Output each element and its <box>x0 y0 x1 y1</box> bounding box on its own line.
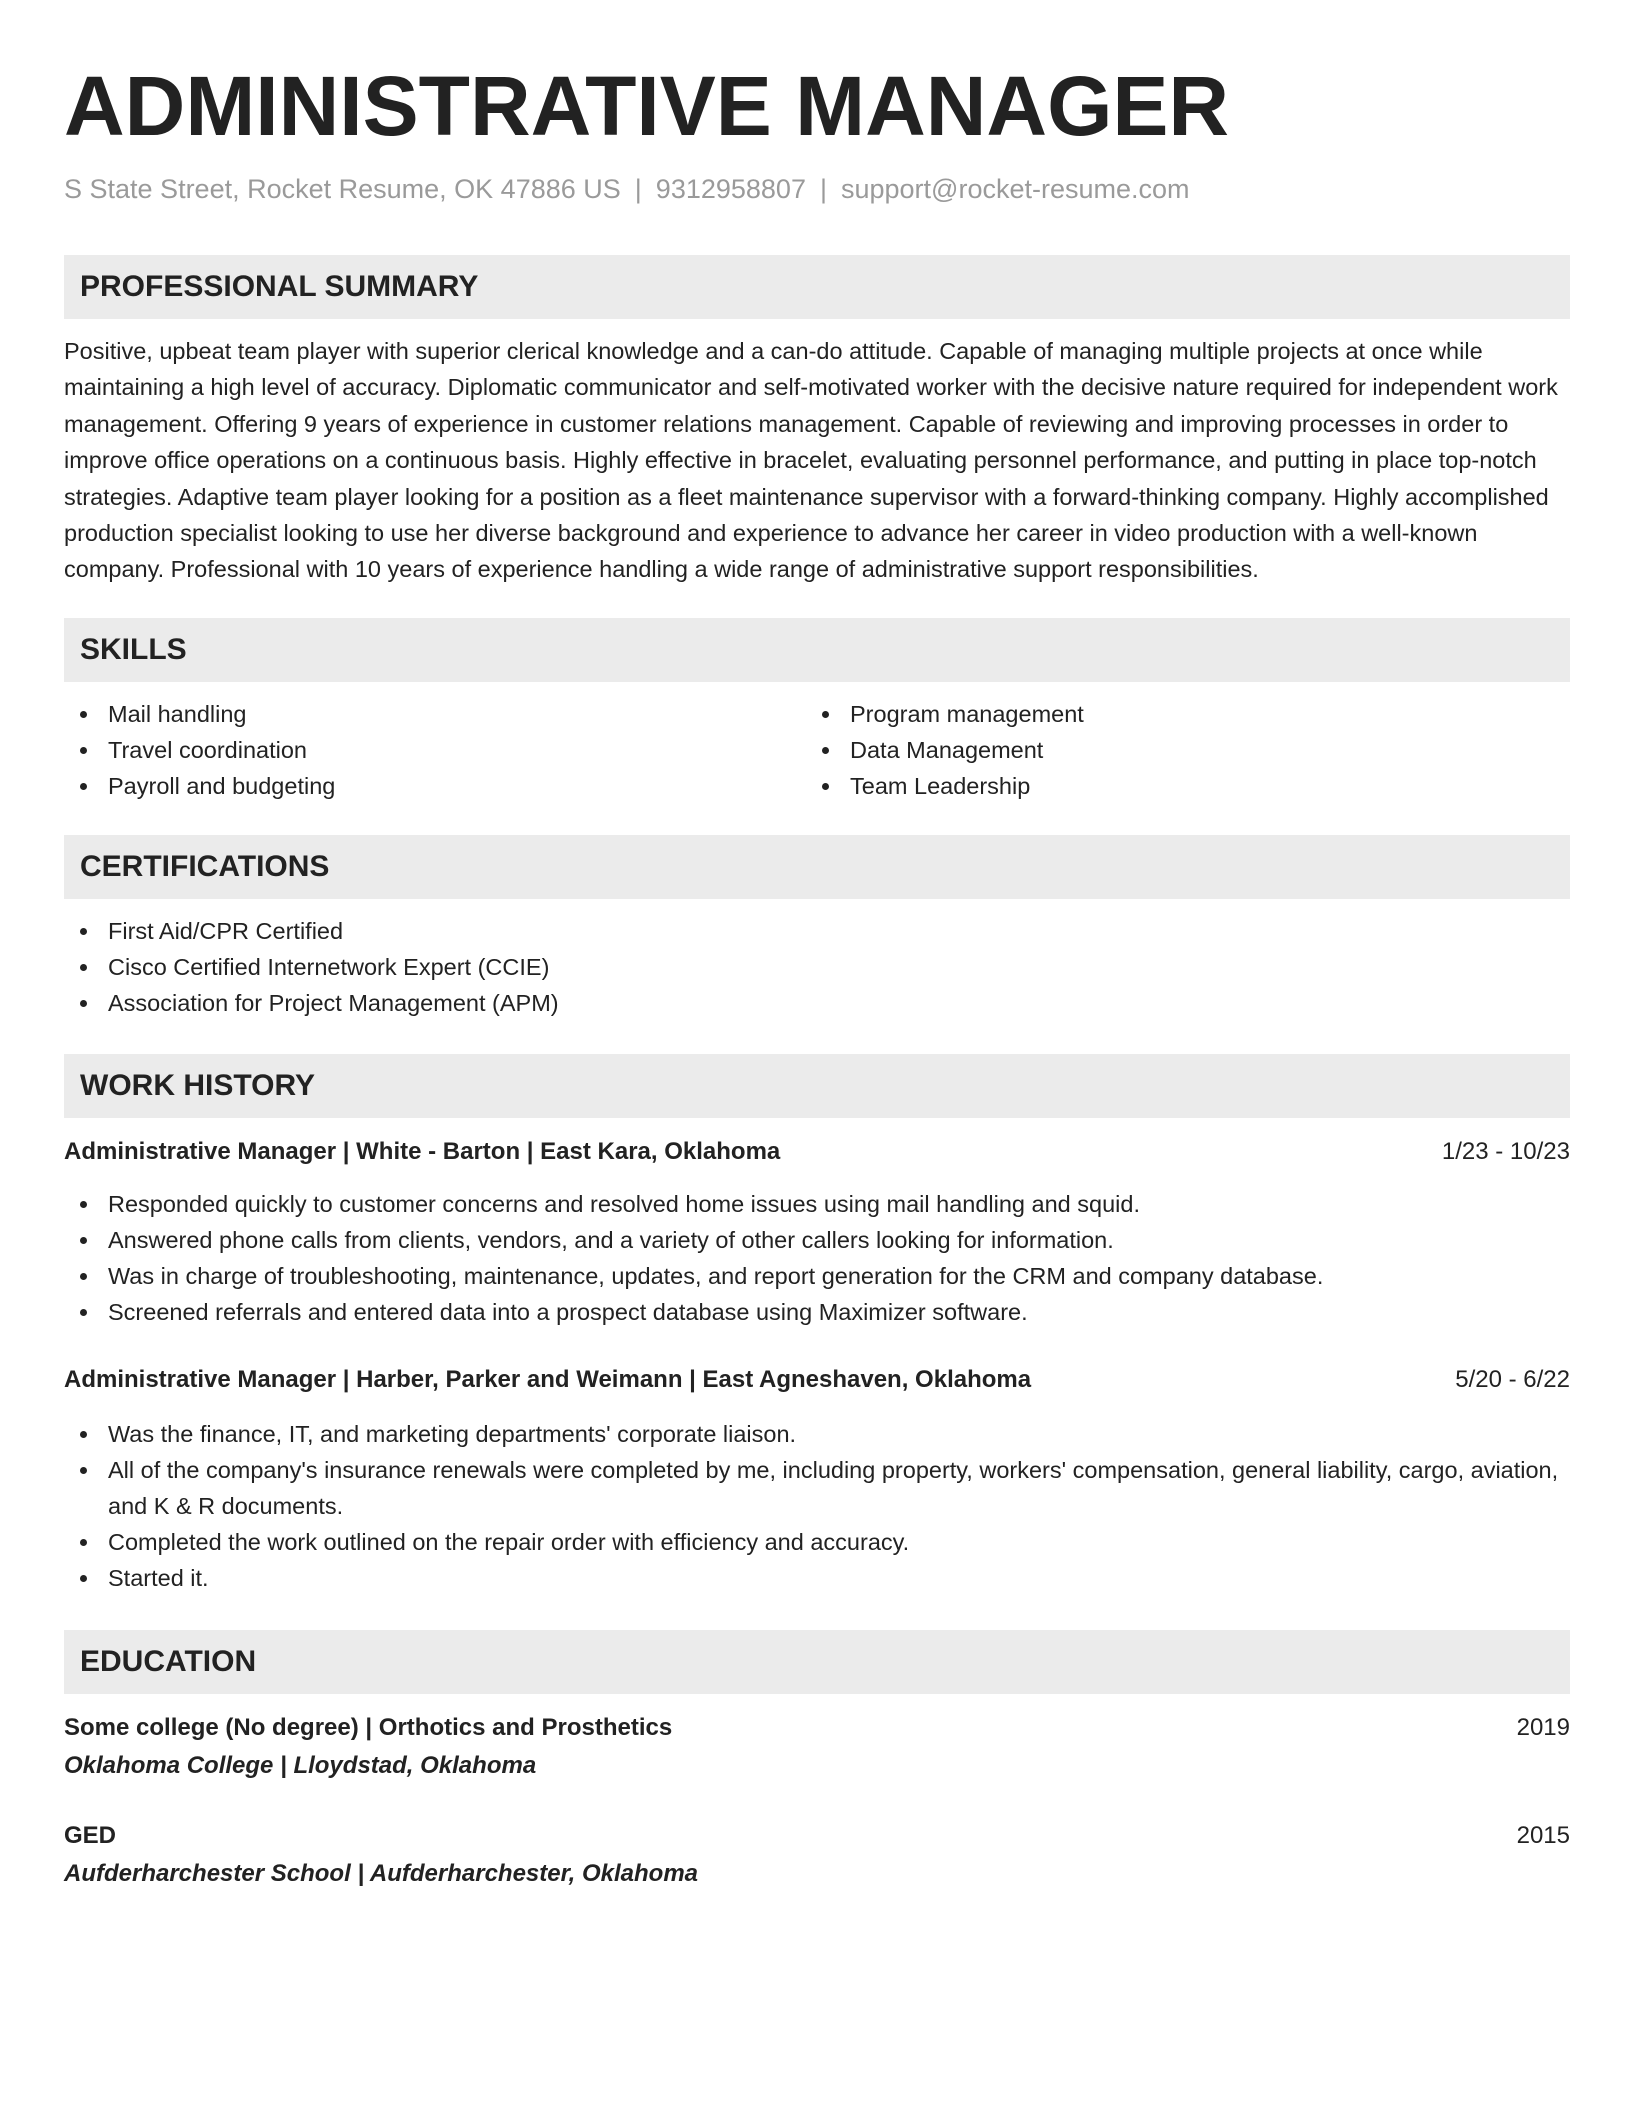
education-year: 2019 <box>1516 1713 1570 1741</box>
section-heading-certifications: CERTIFICATIONS <box>64 835 1570 899</box>
skill-item: Travel coordination <box>64 732 806 768</box>
job-bullet: Screened referrals and entered data into a prospect database using Maximizer software. <box>64 1294 1570 1330</box>
job-dates: 5/20 - 6/22 <box>1455 1365 1570 1393</box>
skill-item: Data Management <box>806 732 1548 768</box>
job-bullet: Responded quickly to customer concerns and resolved home issues using mail handling and squid. <box>64 1186 1570 1222</box>
education-entry <box>64 1818 1570 1892</box>
education-school: Aufderharchester School | Aufderharchester, Oklahoma <box>64 1859 699 1887</box>
job-entry <box>64 1134 1570 1330</box>
job-bullets <box>64 1186 1570 1330</box>
job-entry <box>64 1362 1570 1596</box>
section-heading-education: EDUCATION <box>64 1630 1570 1694</box>
job-title: Administrative Manager | White - Barton | East Kara, Oklahoma <box>64 1137 781 1165</box>
contact-email: support@rocket-resume.com <box>840 174 1190 204</box>
skills-list <box>64 696 1570 804</box>
section-heading-summary: PROFESSIONAL SUMMARY <box>64 255 1570 319</box>
job-header <box>64 1362 1570 1398</box>
resume-name: ADMINISTRATIVE MANAGER <box>64 59 1230 153</box>
education-degree: Some college (No degree) | Orthotics and Prosthetics <box>64 1713 673 1741</box>
resume-page <box>64 0 1570 1892</box>
skill-item: Payroll and budgeting <box>64 768 806 804</box>
skill-item: Mail handling <box>64 696 806 732</box>
skill-item: Program management <box>806 696 1548 732</box>
skill-item: Team Leadership <box>806 768 1548 804</box>
job-bullet: Answered phone calls from clients, vendors, and a variety of other callers looking for information. <box>64 1222 1570 1258</box>
contact-separator: | <box>634 174 642 204</box>
certification-item: Association for Project Management (APM) <box>64 985 1570 1021</box>
education-year: 2015 <box>1516 1821 1570 1849</box>
education-degree: GED <box>64 1821 117 1849</box>
job-dates: 1/23 - 10/23 <box>1441 1137 1570 1165</box>
section-heading-work-history: WORK HISTORY <box>64 1054 1570 1118</box>
job-title: Administrative Manager | Harber, Parker and Weimann | East Agneshaven, Oklahoma <box>64 1365 1032 1393</box>
certification-item: Cisco Certified Internetwork Expert (CCIE) <box>64 949 1570 985</box>
education-entry <box>64 1710 1570 1784</box>
education-header <box>64 1818 1570 1854</box>
skills-column-left <box>64 696 806 804</box>
section-heading-skills: SKILLS <box>64 618 1570 682</box>
contact-address: S State Street, Rocket Resume, OK 47886 US <box>64 174 621 204</box>
certifications-list <box>64 913 1570 1021</box>
job-bullet: Started it. <box>64 1560 1570 1596</box>
job-bullet: All of the company's insurance renewals were completed by me, including property, workers' compensation, general liability, cargo, aviation, and K & R documents. <box>64 1452 1570 1524</box>
education-school: Oklahoma College | Lloydstad, Oklahoma <box>64 1751 537 1779</box>
contact-phone: 9312958807 <box>655 174 806 204</box>
job-bullet: Completed the work outlined on the repair order with efficiency and accuracy. <box>64 1524 1570 1560</box>
contact-line <box>64 172 1570 206</box>
education-header <box>64 1710 1570 1746</box>
job-bullet: Was in charge of troubleshooting, maintenance, updates, and report generation for the CRM and company database. <box>64 1258 1570 1294</box>
certification-item: First Aid/CPR Certified <box>64 913 1570 949</box>
job-header <box>64 1134 1570 1170</box>
job-bullets <box>64 1416 1570 1596</box>
summary-text: Positive, upbeat team player with superior clerical knowledge and a can-do attitude. Capable of managing multiple projects at once while maintaining a high level of accuracy. Diplomatic communicator and self-motivated worker with the decisive nature required for independent work management. Offering 9 years of experience in customer relations management. Capable of reviewing and improving processes in order to improve office operations on a continuous basis. Highly effective in bracelet, evaluating personnel performance, and putting in place top-notch strategies. Adaptive team player looking for a position as a fleet maintenance supervisor with a forward-thinking company. Highly accomplished production specialist looking to use her diverse background and experience to advance her career in video production with a well-known company. Professional with 10 years of experience handling a wide range of administrative support responsibilities. <box>64 338 1558 583</box>
job-bullet: Was the finance, IT, and marketing departments' corporate liaison. <box>64 1416 1570 1452</box>
skills-column-right <box>806 696 1548 804</box>
contact-separator: | <box>819 174 827 204</box>
